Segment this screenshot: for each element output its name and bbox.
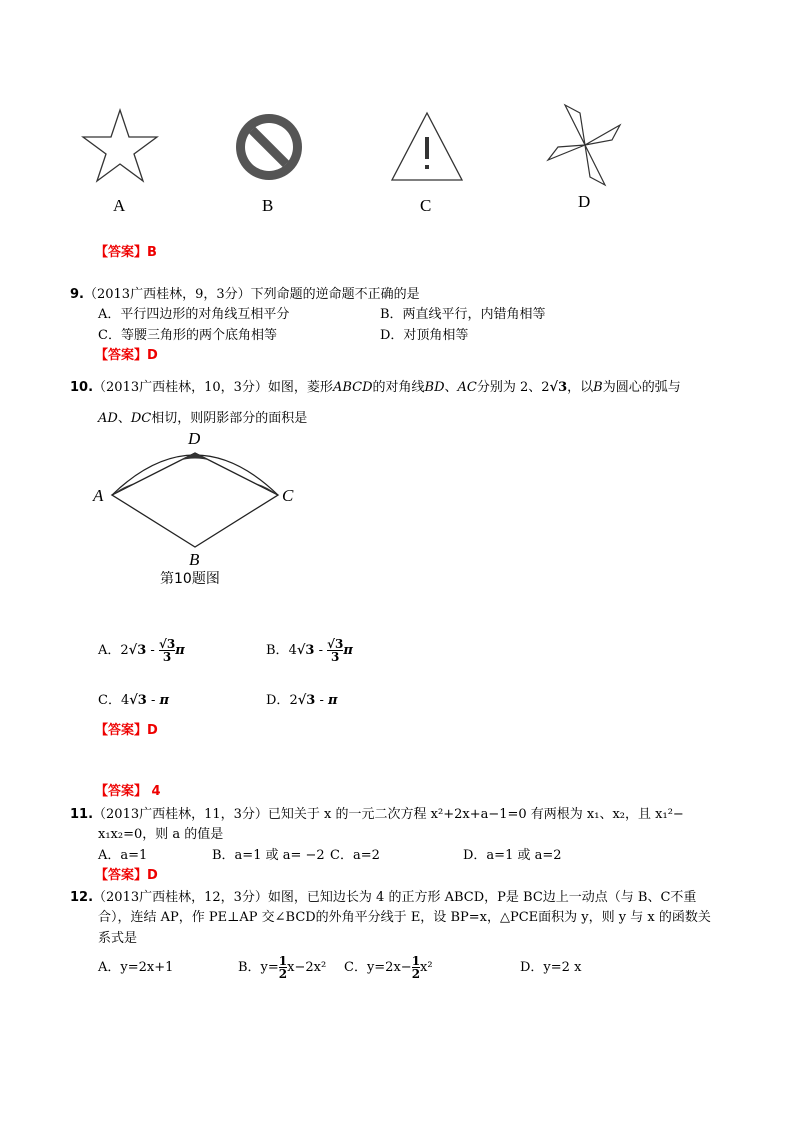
q12-stem-line2: 合），连结 AP，作 PE⊥AP 交∠BCD的外角平分线于 E，设 BP=x，△PCE面积为 y，则 y 与 x 的函数关: [98, 910, 711, 925]
figure-label-d: D: [578, 192, 591, 211]
no-sign-figure: [236, 114, 302, 180]
q11-answer: 【答案】D: [95, 868, 158, 883]
q11-stem-line2: x₁x₂=0，则 a 的值是: [98, 827, 224, 842]
figure-label-c: C: [420, 196, 432, 215]
q11-option-d: D．a=1 或 a=2: [463, 848, 562, 863]
q10-stem: 10.（2013广西桂林，10，3分）如图，菱形ABCD的对角线BD、AC分别为 2、2√3，以B为圆心的弧与: [70, 380, 681, 395]
q9-option-d: D．对顶角相等: [380, 328, 469, 343]
q10-stem-line2: AD、DC相切，则阴影部分的面积是: [98, 411, 308, 426]
q9-answer: 【答案】D: [95, 348, 158, 363]
q9-stem: 9.（2013广西桂林，9，3分）下列命题的逆命题不正确的是: [70, 287, 420, 302]
q10-answer: 【答案】D: [95, 723, 158, 738]
pinwheel-figure: [548, 105, 620, 185]
star-figure: [83, 110, 157, 181]
q12-option-a: A．y=2x+1: [98, 960, 174, 975]
figure-label-b: B: [262, 196, 274, 215]
q12-option-d: D．y=2 x: [520, 960, 582, 975]
q9-option-a: A．平行四边形的对角线互相平分: [98, 307, 290, 322]
q9-option-b: B．两直线平行，内错角相等: [380, 307, 546, 322]
q11-stem: 11.（2013广西桂林，11，3分）已知关于 x 的一元二次方程 x²+2x+a−1=0 有两根为 x₁、x₂，且 x₁²−: [70, 807, 684, 822]
rhombus-label-b: B: [189, 550, 200, 569]
q12-stem: 12.（2013广西桂林，12，3分）如图，已知边长为 4 的正方形 ABCD，P是 BC边上一动点（与 B、C不重: [70, 890, 697, 905]
rhombus-label-a: A: [93, 486, 104, 505]
q8-figures: [60, 85, 660, 220]
q11-option-c: C．a=2: [330, 848, 380, 863]
shaded-region-d: [178, 453, 212, 461]
q12-stem-line3: 系式是: [98, 931, 138, 946]
q10-option-c: C．4√3 - π: [98, 693, 170, 708]
q9-option-c: C．等腰三角形的两个底角相等: [98, 328, 277, 343]
q10-option-a: A．2√3 - $\frac{√3}{3}$ π: [98, 637, 185, 664]
extra-answer: 【答案】 4: [95, 784, 161, 799]
q11-option-a: A．a=1: [98, 848, 148, 863]
warning-triangle-figure: [392, 113, 462, 180]
figure-label-a: A: [113, 196, 126, 215]
rhombus-label-c: C: [282, 486, 294, 505]
rhombus-label-d: D: [188, 429, 201, 448]
q12-option-b: B．y= $\frac{1}{2}$ x−2x²: [238, 954, 327, 981]
figure-caption: 第10题图: [160, 571, 220, 587]
q12-option-c: C．y=2x− $\frac{1}{2}$ x²: [344, 954, 433, 981]
q8-answer: 【答案】B: [95, 245, 157, 260]
q10-option-d: D．2√3 - π: [266, 693, 338, 708]
q11-option-b: B．a=1 或 a= −2: [212, 848, 325, 863]
q10-option-b: B．4√3 - $\frac{√3}{3}$ π: [266, 637, 353, 664]
